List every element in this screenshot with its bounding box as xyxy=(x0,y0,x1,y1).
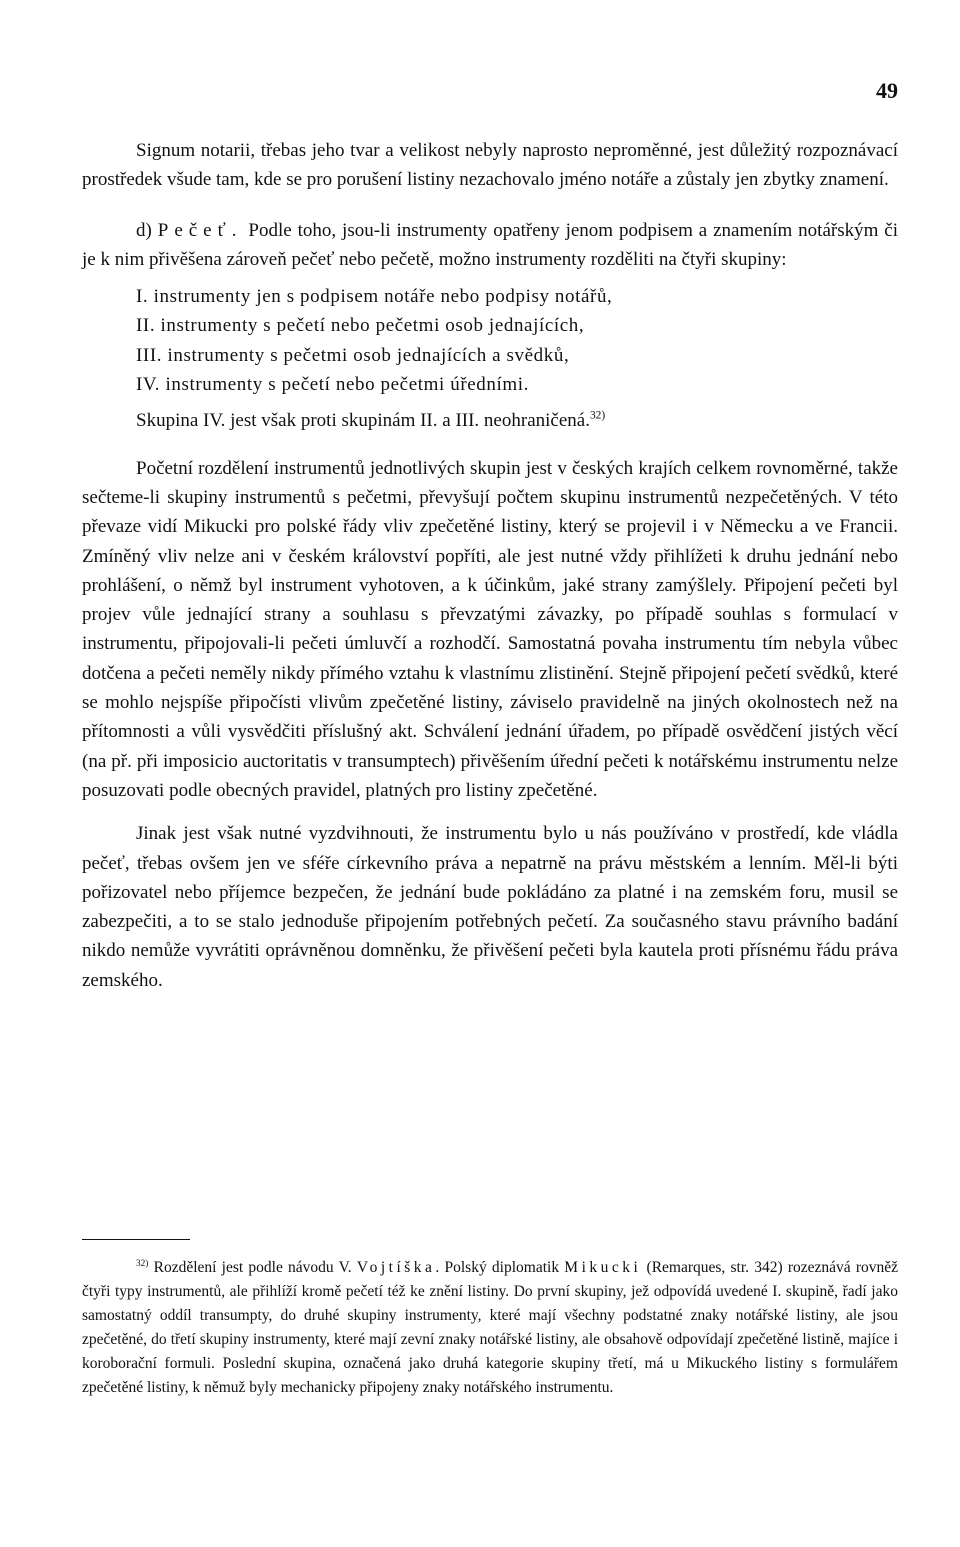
page-number: 49 xyxy=(876,78,898,103)
section-heading: Pečeť. xyxy=(157,219,243,241)
paragraph-summary xyxy=(82,406,898,435)
list-item: IV. instrumenty s pečetí nebo pečetmi úředními. xyxy=(136,374,529,396)
footnote-text-c: (Remarques, str. 342) rozeznává rovněž čtyři typy instrumentů, ale přihlíží kromě pečetí též ke znění listiny. Do první skupiny, jež odpovídá uvedené I. skupině, řadí jako samostatný oddíl transumpty, do druhé skupiny instrumenty, které mají všechny podstatné znaky notářské listiny, ale jsou zpečetěné, do třetí skupiny instrumenty, které mají zevní znaky notářské listiny, ale obsahově odpovídají zpečetěné listině, majíce i koroborační formuli. Poslední skupina, označená jako druhá kategorie skupiny třetí, má u Mikuckého listiny s formulářem zpečetěné listiny, k němuž byly mechanicky připojeny znaky notářského instrumentu. xyxy=(82,1259,899,1397)
list-item: III. instrumenty s pečetmi osob jednajících a svědků, xyxy=(136,344,570,366)
group-list xyxy=(82,282,898,399)
footnote-rule xyxy=(82,1239,190,1240)
paragraph-gap xyxy=(82,805,898,819)
main-text xyxy=(82,136,898,995)
paragraph-usage: Jinak jest však nutné vyzdvihnouti, že instrumentu bylo u nás používáno v prostředí, kde vládla pečeť, třebas ovšem jen ve sféře církevního práva a nepatrně na právu městském a lenním. Měl-li býti pořizovatel nebo příjemce bezpečen, že jednání bude pokládáno za platné i na zemském foru, musil se zabezpečiti, a to se stalo jednoduše připojením potřebných pečetí. Za současného stavu právního badání nikdo nemůže vyvrátiti oprávněnou domněnku, že přivěšení pečeti byla kautela proti přísnému řádu práva zemského. xyxy=(82,823,898,991)
list-item: I. instrumenty jen s podpisem notáře nebo podpisy notářů, xyxy=(136,286,613,308)
list-item: II. instrumenty s pečetí nebo pečetmi osob jednajících, xyxy=(136,315,585,337)
footnote-author-name: Mikucki xyxy=(564,1259,642,1276)
footnote-text-b: . Polský diplomatik xyxy=(435,1259,560,1276)
paragraph-signum: Signum notarii, třebas jeho tvar a velikost nebyly naprosto neproměnné, jest důležitý rozpoznávací prostředek všude tam, kde se pro porušení listiny nezachovalo jméno notáře a zůstaly jen zbytky znamení. xyxy=(82,140,898,191)
summary-text: Skupina IV. jest však proti skupinám II. a III. neohraničená. xyxy=(136,410,590,432)
paragraph-gap xyxy=(82,195,898,216)
footnote xyxy=(82,1256,898,1401)
paragraph-gap xyxy=(82,436,898,454)
section-intro: Podle toho, jsou-li instrumenty opatřeny jenom podpisem a znamením notářským či je k nim přivěšena zároveň pečeť nebo pečetě, možno instrumenty rozděliti na čtyři skupiny: xyxy=(82,219,899,270)
footnote-author-name: Vojtíška xyxy=(356,1259,436,1276)
footnote-mark: 32) xyxy=(136,1258,149,1269)
paragraph-gap xyxy=(82,399,898,406)
paragraph-distribution: Početní rozdělení instrumentů jednotlivých skupin jest v českých krajích celkem rovnoměrné, takže sečteme-li skupiny instrumentů s pečetmi, převyšují počtem skupinu instrumentů nezpečetěných. V této převaze vidí Mikucki pro polské řády vliv zpečetěné listiny, který se projevil i v Německu a ve Francii. Zmíněný vliv nelze ani v českém království popříti, ale jest nutné vždy přihlížeti k druhu jednání nebo prohlášení, o němž byl instrument vyhotoven, a k účinkům, jaké strany zamýšlely. Připojení pečeti byl projev vůle jednající strany a souhlasu s převzatými závazky, po případě souhlas s formulací v instrumentu, připojovali-li pečeti úmluvčí a rozhodčí. Samostatná povaha instrumentu tím nebyla vůbec dotčena a pečeti neměly nikdy přímého vztahu k vlastnímu zlistinění. Stejně připojení pečetí svědků, které se mohlo nejspíše připočísti vlivům zpečetěné listiny, záviselo pravidelně na jiných okolnostech než na přítomnosti a vůli vysvědčiti příslušný akt. Schválení jednání úřadem, po případě osvědčení jistých věcí (na př. při imposicio auctoritatis v transumptech) přivěšením úřední pečeti k notářskému instrumentu nelze posuzovati podle obecných pravidel, platných pro listiny zpečetěné. xyxy=(82,457,898,801)
paragraph-pecet xyxy=(82,216,898,275)
paragraph-gap xyxy=(82,274,898,282)
footnote-ref: 32) xyxy=(589,410,606,423)
footnote-text-a: Rozdělení jest podle návodu V. xyxy=(153,1259,352,1276)
section-label: d) xyxy=(136,219,152,241)
